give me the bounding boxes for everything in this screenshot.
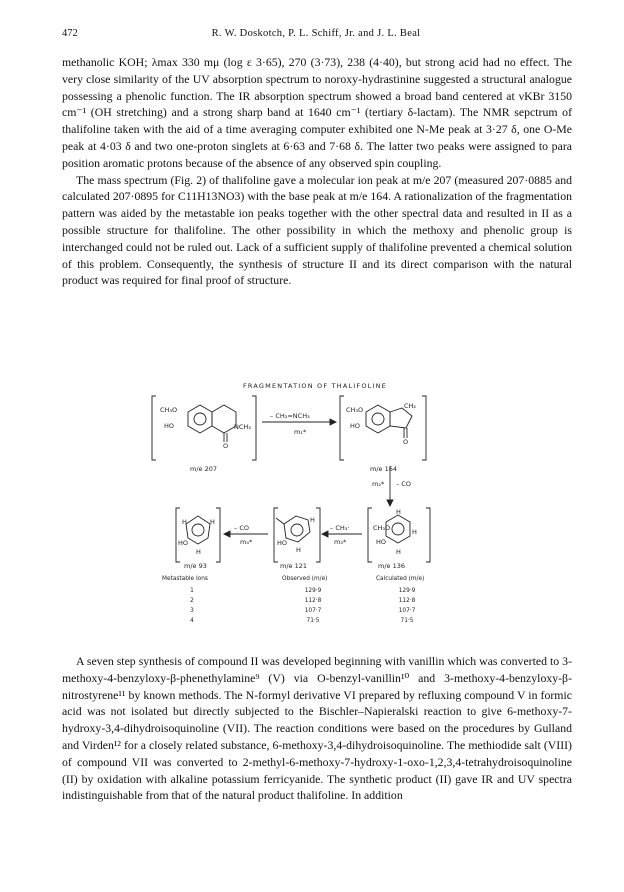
bracket-207-right: [252, 396, 256, 460]
table-row: [150, 598, 480, 607]
h-label-93-bottom: H: [196, 548, 201, 556]
metastable-m1-label: m₁*: [294, 428, 307, 436]
h-label-121-bottom: H: [296, 546, 301, 554]
ring-93: [186, 516, 210, 544]
metastable-m4-label: m₄*: [240, 538, 253, 546]
h-label-93-right: H: [210, 518, 215, 526]
benzene-ring-164: [366, 405, 390, 433]
table-cell: 129·9: [304, 588, 322, 594]
table-cell: 107·7: [304, 608, 322, 614]
ion-121-label: m/e 121: [280, 562, 307, 570]
table-row: [150, 608, 480, 617]
ch3o-label-136: CH₃O: [373, 524, 391, 532]
bracket-164-left: [340, 396, 344, 460]
table-cell: 107·7: [398, 608, 416, 614]
table-cell: 1: [190, 588, 194, 594]
bracket-207-left: [152, 396, 156, 460]
ring-121: [284, 516, 310, 542]
h-label-136-right: H: [412, 528, 417, 536]
ch3o-label-164: CH₃O: [346, 406, 364, 414]
ion-93-label: m/e 93: [184, 562, 207, 570]
metastable-m3-label: m₃*: [334, 538, 347, 546]
lactam-ring-207: [212, 405, 236, 433]
fragmentation-scheme-drawing: [150, 382, 480, 574]
bracket-164-right: [422, 396, 426, 460]
loss-ch3-label: – CH₃·: [330, 524, 350, 532]
h-label-121-top: H: [310, 516, 315, 524]
table-header-observed: Observed (m/e): [282, 576, 328, 582]
author-line: R. W. Doskotch, P. L. Schiff, Jr. and J. L. Beal: [211, 28, 421, 39]
table-cell: 2: [190, 598, 194, 604]
aromatic-circle-207: [194, 413, 206, 425]
ion-164-label: m/e 164: [370, 465, 397, 473]
table-cell: 129·9: [398, 588, 416, 594]
ho-label-93: HO: [178, 539, 189, 547]
fragmentation-figure: [150, 382, 480, 638]
ch2-label-164: CH₂: [404, 402, 417, 410]
table-cell: 4: [190, 618, 194, 624]
table-cell: 3: [190, 608, 194, 614]
paragraph-mass-spectrum: The mass spectrum (Fig. 2) of thalifoline gave a molecular ion peak at m/e 207 (measured 207·0885 and calculated 207·0895 for C11H13NO3) with the base peak at m/e 164. A rationalization of the fragmentation pattern was aided by the metastable ion peaks together with the other spectral data and resulted in II as a possible structure for thalifoline. The other possibility in which the methoxy and phenolic group is interchanged could not be ruled out. Lack of a sufficient supply of thalifoline prevented a chemical solution of this problem. Consequently, the synthesis of structure II and its direct comparison with the natural product was required for final proof of structure.: [62, 172, 572, 288]
h-label-136-top: H: [396, 508, 401, 516]
paragraph-synthesis: A seven step synthesis of compound II was developed beginning with vanillin which was converted to 3-methoxy-4-benzyloxy-β-phenethylamine⁹ (V) via O-benzyl-vanillin¹⁰ and 3-methoxy-4-benzyloxy-β-nitrostyrene¹¹ by known methods. The N-formyl derivative VI prepared by refluxing compound V in formic acid was not isolated but directly subjected to the Bischler–Napieralski reaction to give 6-methoxy-7-hydroxy-3,4-dihydroisoquinoline (VII). The reaction conditions were based on the procedures by Gulland and Virden¹² for a closely related substance, 6-methoxy-3,4-dihydroisoquinoline. The methiodide salt (VIII) of compound VII was converted to 2-methyl-6-methoxy-7-hydroxy-1-oxo-1,2,3,4-tetrahydroisoquinoline (II) by oxidation with alkaline potassium ferricyanide. The synthetic product (II) gave IR and UV spectra indistinguishable from that of the natural product thalifoline. In addition: [62, 654, 572, 803]
ho-label-207: HO: [164, 422, 175, 430]
table-header-metastable: Metastable Ions: [162, 576, 208, 582]
nch3-label-207: NCH₃: [234, 423, 251, 431]
table-row: [150, 618, 480, 627]
body-text-top: [62, 54, 572, 289]
table-header-calculated: Calculated (m/e): [376, 576, 425, 582]
ho-label-164: HO: [350, 422, 361, 430]
benzene-ring-207: [188, 405, 212, 433]
ho-label-136: HO: [376, 538, 387, 546]
page-number: 472: [62, 28, 78, 39]
metastable-m2-label: m₂*: [372, 480, 385, 488]
running-head: [62, 28, 570, 44]
ch3o-label-207: CH₃O: [160, 406, 178, 414]
body-text-bottom: [62, 653, 572, 804]
paragraph-uv-ir-nmr: methanolic KOH; λmax 330 mμ (log ε 3·65), 270 (3·73), 238 (4·40), but strong acid had no effect. The very close similarity of the UV absorption spectrum to noroxy-hydrastinine suggested a structural analogue possessing a phenolic function. The IR absorption spectrum showed a broad band centered at νKBr 3150 cm⁻¹ (OH stretching) and a strong sharp band at 1640 cm⁻¹ (tertiary δ-lactam). The NMR sepctrum of thalifoline taken with the aid of a time averaging computer exhibited one N-Me peak at 3·27 δ, one O-Me peak at 4·03 δ and two one-proton singlets at 6·63 and 7·68 δ. The latter two peaks were assigned to para position aromatic protons because of the absence of any observed spin coupling.: [62, 55, 572, 170]
loss-co-label-2: – CO: [234, 524, 249, 532]
h-label-136-bottom: H: [396, 548, 401, 556]
table-cell: 71·5: [306, 618, 320, 624]
figure-title: FRAGMENTATION OF THALIFOLINE: [242, 382, 387, 390]
table-row: [150, 588, 480, 597]
table-cell: 71·5: [400, 618, 414, 624]
ion-136-label: m/e 136: [378, 562, 405, 570]
table-cell: 112·8: [304, 598, 322, 604]
table-cell: 112·8: [398, 598, 416, 604]
o-label-207: O: [223, 442, 229, 450]
loss-co-label-1: – CO: [396, 480, 411, 488]
h-label-93-left: H: [182, 518, 187, 526]
o-label-164: O: [403, 438, 409, 446]
ion-207-label: m/e 207: [190, 465, 217, 473]
loss-ch2nch3-label: – CH₂=NCH₃: [270, 412, 310, 420]
ho-label-121: HO: [277, 539, 288, 547]
